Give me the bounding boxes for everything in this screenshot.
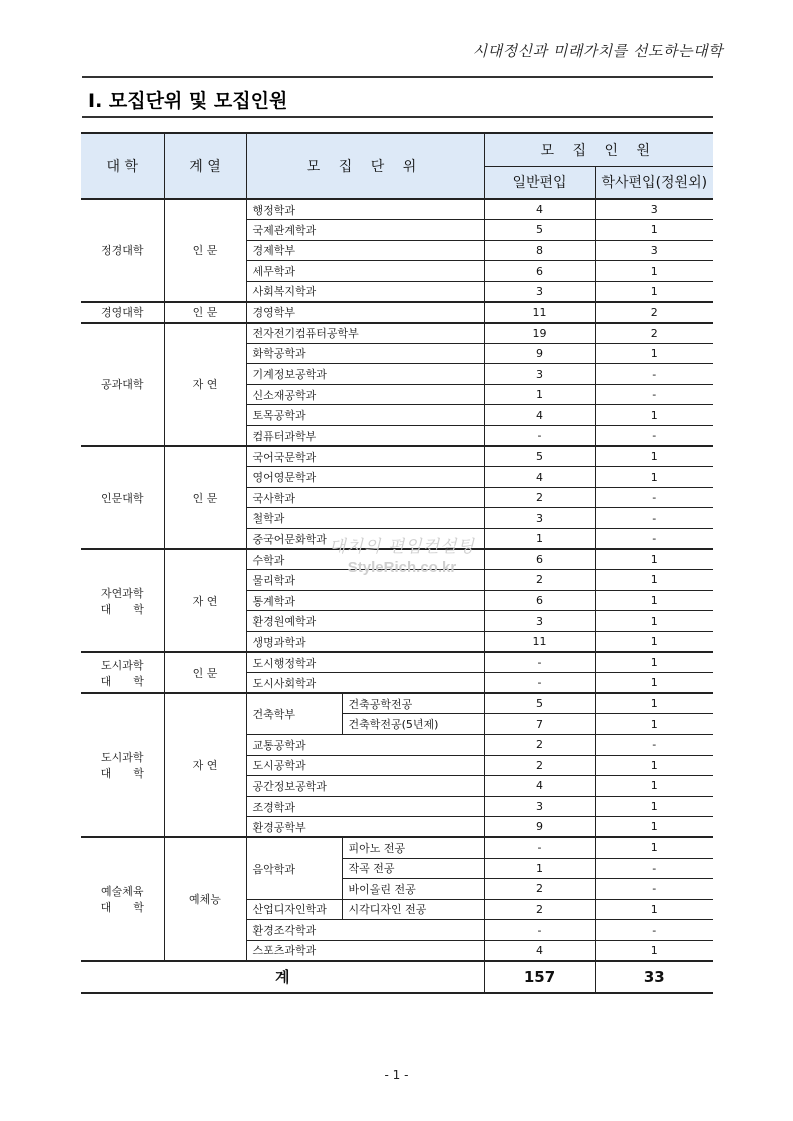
general-count: 8 xyxy=(484,240,595,261)
department-cell: 국제관계학과 xyxy=(246,220,484,241)
bachelor-count: 1 xyxy=(595,693,713,714)
category-cell: 자 연 xyxy=(164,549,246,652)
general-count: 6 xyxy=(484,261,595,282)
watermark-line1: 대치의 편입컨설팅 xyxy=(329,537,475,557)
general-count: 3 xyxy=(484,364,595,385)
general-count: 11 xyxy=(484,631,595,652)
bachelor-count: - xyxy=(595,858,713,879)
bachelor-count: 1 xyxy=(595,570,713,591)
general-count: 1 xyxy=(484,529,595,550)
category-cell: 인 문 xyxy=(164,652,246,693)
bachelor-count: 1 xyxy=(595,611,713,632)
bachelor-count: - xyxy=(595,529,713,550)
bachelor-count: - xyxy=(595,384,713,405)
general-count: 19 xyxy=(484,323,595,344)
bachelor-count: 1 xyxy=(595,714,713,735)
department-cell: 산업디자인학과 xyxy=(246,899,342,920)
table-header xyxy=(81,133,713,199)
bachelor-count: - xyxy=(595,734,713,755)
watermark-line2: StyleRich.co.kr xyxy=(347,559,457,576)
major-cell: 건축공학전공 xyxy=(342,693,484,714)
general-count: 3 xyxy=(484,611,595,632)
page-number: - 1 - xyxy=(384,1068,409,1082)
department-cell: 행정학과 xyxy=(246,199,484,220)
department-cell: 기계정보공학과 xyxy=(246,364,484,385)
general-count: - xyxy=(484,837,595,858)
bachelor-count: 1 xyxy=(595,281,713,302)
bachelor-count: 1 xyxy=(595,755,713,776)
general-count: - xyxy=(484,673,595,694)
total-label: 계 xyxy=(81,961,484,993)
department-cell: 환경조각학과 xyxy=(246,920,484,941)
general-count: 3 xyxy=(484,796,595,817)
bachelor-count: - xyxy=(595,426,713,447)
department-cell: 환경공학부 xyxy=(246,817,484,838)
table-row xyxy=(81,302,713,323)
bachelor-count: 2 xyxy=(595,323,713,344)
general-count: 2 xyxy=(484,899,595,920)
bachelor-count: 1 xyxy=(595,837,713,858)
college-cell: 경영대학 xyxy=(81,302,164,323)
bachelor-count: 3 xyxy=(595,240,713,261)
general-count: 5 xyxy=(484,220,595,241)
department-cell: 화학공학과 xyxy=(246,343,484,364)
general-count: 3 xyxy=(484,508,595,529)
bachelor-count: 1 xyxy=(595,549,713,570)
table-row xyxy=(81,446,713,467)
major-cell: 피아노 전공 xyxy=(342,837,484,858)
department-cell: 전자전기컴퓨터공학부 xyxy=(246,323,484,344)
general-count: 2 xyxy=(484,487,595,508)
category-cell: 자 연 xyxy=(164,693,246,837)
general-count: 6 xyxy=(484,549,595,570)
general-count: 2 xyxy=(484,570,595,591)
college-cell: 예술체육 대 학 xyxy=(81,837,164,961)
general-count: 11 xyxy=(484,302,595,323)
general-count: 4 xyxy=(484,467,595,488)
department-cell: 사회복지학과 xyxy=(246,281,484,302)
table-body xyxy=(81,199,713,961)
general-count: 3 xyxy=(484,281,595,302)
bachelor-count: 1 xyxy=(595,590,713,611)
department-cell: 공간정보공학과 xyxy=(246,776,484,797)
department-cell: 조경학과 xyxy=(246,796,484,817)
general-count: - xyxy=(484,426,595,447)
bachelor-count: - xyxy=(595,364,713,385)
bachelor-count: 1 xyxy=(595,899,713,920)
header-positions: 모 집 인 원 xyxy=(484,133,713,166)
bachelor-count: 1 xyxy=(595,343,713,364)
table-row xyxy=(81,837,713,858)
table-footer xyxy=(81,961,713,993)
department-cell: 생명과학과 xyxy=(246,631,484,652)
general-count: 1 xyxy=(484,384,595,405)
general-count: - xyxy=(484,652,595,673)
section-title: Ⅰ. 모집단위 및 모집인원 xyxy=(88,90,288,112)
bachelor-count: 1 xyxy=(595,796,713,817)
department-cell: 중국어문화학과 xyxy=(246,529,484,550)
general-count: 6 xyxy=(484,590,595,611)
department-cell: 음악학과 xyxy=(246,837,342,899)
bachelor-count: 1 xyxy=(595,261,713,282)
table-row xyxy=(81,199,713,220)
header-bachelor: 학사편입(정원외) xyxy=(595,166,713,199)
bachelor-count: 1 xyxy=(595,652,713,673)
header-category: 계 열 xyxy=(164,133,246,199)
major-cell: 건축학전공(5년제) xyxy=(342,714,484,735)
bachelor-count: 1 xyxy=(595,940,713,961)
major-cell: 시각디자인 전공 xyxy=(342,899,484,920)
department-cell: 교통공학과 xyxy=(246,734,484,755)
category-cell: 인 문 xyxy=(164,199,246,302)
department-cell: 경영학부 xyxy=(246,302,484,323)
category-cell: 인 문 xyxy=(164,446,246,549)
department-cell: 신소재공학과 xyxy=(246,384,484,405)
department-cell: 도시공학과 xyxy=(246,755,484,776)
general-count: 5 xyxy=(484,446,595,467)
general-count: 4 xyxy=(484,405,595,426)
bachelor-count: - xyxy=(595,920,713,941)
bachelor-count: 2 xyxy=(595,302,713,323)
bachelor-count: 1 xyxy=(595,673,713,694)
bachelor-count: 1 xyxy=(595,446,713,467)
general-count: 4 xyxy=(484,940,595,961)
table-row xyxy=(81,323,713,344)
general-count: 9 xyxy=(484,817,595,838)
total-general: 157 xyxy=(484,961,595,993)
bachelor-count: - xyxy=(595,508,713,529)
college-cell: 공과대학 xyxy=(81,323,164,447)
category-cell: 자 연 xyxy=(164,323,246,447)
college-cell: 자연과학 대 학 xyxy=(81,549,164,652)
header-unit: 모 집 단 위 xyxy=(246,133,484,199)
college-cell: 도시과학 대 학 xyxy=(81,652,164,693)
department-cell: 토목공학과 xyxy=(246,405,484,426)
bachelor-count: - xyxy=(595,487,713,508)
department-cell: 환경원예학과 xyxy=(246,611,484,632)
general-count: 7 xyxy=(484,714,595,735)
department-cell: 영어영문학과 xyxy=(246,467,484,488)
department-cell: 스포츠과학과 xyxy=(246,940,484,961)
general-count: 5 xyxy=(484,693,595,714)
bachelor-count: - xyxy=(595,879,713,900)
category-cell: 예체능 xyxy=(164,837,246,961)
general-count: 2 xyxy=(484,734,595,755)
bachelor-count: 1 xyxy=(595,631,713,652)
general-count: 4 xyxy=(484,199,595,220)
department-cell: 물리학과 xyxy=(246,570,484,591)
department-cell: 컴퓨터과학부 xyxy=(246,426,484,447)
header-slogan: 시대정신과 미래가치를 선도하는대학 xyxy=(472,42,723,60)
table-row xyxy=(81,652,713,673)
department-cell: 국사학과 xyxy=(246,487,484,508)
college-cell: 정경대학 xyxy=(81,199,164,302)
section-title-box xyxy=(82,76,713,118)
bachelor-count: 1 xyxy=(595,467,713,488)
table-row xyxy=(81,549,713,570)
college-cell: 인문대학 xyxy=(81,446,164,549)
bachelor-count: 1 xyxy=(595,405,713,426)
general-count: 1 xyxy=(484,858,595,879)
major-cell: 바이올린 전공 xyxy=(342,879,484,900)
general-count: - xyxy=(484,920,595,941)
college-cell: 도시과학 대 학 xyxy=(81,693,164,837)
department-cell: 건축학부 xyxy=(246,693,342,734)
header-college: 대 학 xyxy=(81,133,164,199)
category-cell: 인 문 xyxy=(164,302,246,323)
admission-quota-table xyxy=(81,132,713,994)
bachelor-count: 1 xyxy=(595,776,713,797)
department-cell: 국어국문학과 xyxy=(246,446,484,467)
general-count: 9 xyxy=(484,343,595,364)
bachelor-count: 1 xyxy=(595,817,713,838)
major-cell: 작곡 전공 xyxy=(342,858,484,879)
header-general: 일반편입 xyxy=(484,166,595,199)
general-count: 2 xyxy=(484,755,595,776)
department-cell: 세무학과 xyxy=(246,261,484,282)
department-cell: 철학과 xyxy=(246,508,484,529)
department-cell: 경제학부 xyxy=(246,240,484,261)
department-cell: 수학과 xyxy=(246,549,484,570)
bachelor-count: 3 xyxy=(595,199,713,220)
table-row xyxy=(81,693,713,714)
department-cell: 도시행정학과 xyxy=(246,652,484,673)
total-bachelor: 33 xyxy=(595,961,713,993)
general-count: 4 xyxy=(484,776,595,797)
bachelor-count: 1 xyxy=(595,220,713,241)
department-cell: 통계학과 xyxy=(246,590,484,611)
general-count: 2 xyxy=(484,879,595,900)
department-cell: 도시사회학과 xyxy=(246,673,484,694)
